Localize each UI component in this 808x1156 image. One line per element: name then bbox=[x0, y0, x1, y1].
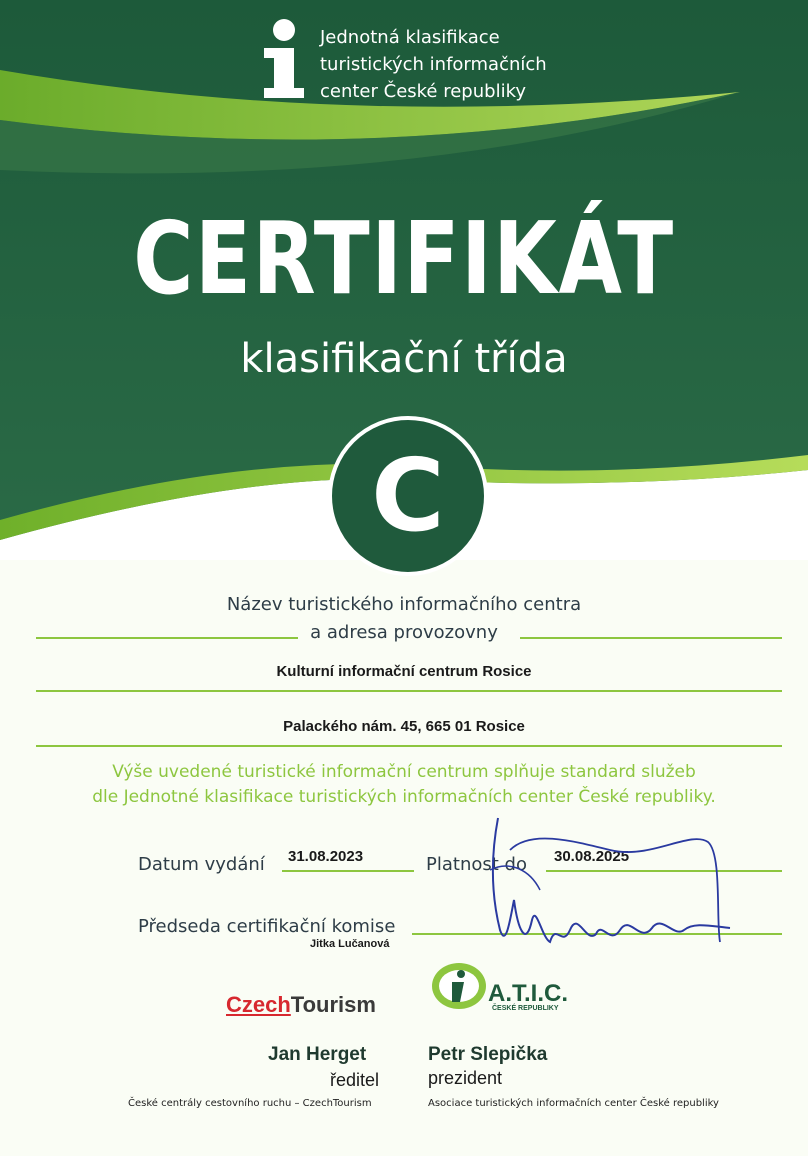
certificate-title: CERTIFIKÁT bbox=[133, 200, 675, 317]
info-icon bbox=[258, 18, 310, 100]
certificate-subtitle: klasifikační třída bbox=[240, 336, 568, 382]
class-badge: C bbox=[328, 416, 488, 576]
left-signatory-role: ředitel bbox=[330, 1070, 380, 1090]
header-line-3: center České republiky bbox=[320, 81, 527, 102]
atic-icon bbox=[430, 960, 488, 1012]
divider-right bbox=[520, 637, 782, 639]
divider-address bbox=[36, 745, 782, 747]
divider-name bbox=[36, 690, 782, 692]
left-signatory-name: Jan Herget bbox=[268, 1044, 367, 1065]
header-text bbox=[320, 24, 547, 105]
center-label-line-2: a adresa provozovny bbox=[310, 622, 498, 643]
atic-logo-subtext: ČESKÉ REPUBLIKY bbox=[492, 1005, 559, 1012]
standard-line-2: dle Jednotné klasifikace turistických informačních center České republiky. bbox=[92, 787, 716, 807]
committee-signature bbox=[470, 810, 750, 960]
issue-date-line bbox=[282, 870, 414, 872]
right-signatory-role: prezident bbox=[428, 1068, 503, 1088]
center-address: Palackého nám. 45, 665 01 Rosice bbox=[283, 718, 525, 735]
committee-label: Předseda certifikační komise bbox=[138, 916, 396, 937]
header-line-1: Jednotná klasifikace bbox=[320, 27, 500, 48]
czechtourism-logo bbox=[226, 992, 376, 1018]
right-signatory-org: Asociace turistických informačních center České republiky bbox=[428, 1098, 719, 1109]
header-line-2: turistických informačních bbox=[320, 54, 547, 75]
center-label-line-1: Název turistického informačního centra bbox=[226, 594, 582, 615]
issue-date-label: Datum vydání bbox=[138, 854, 265, 875]
committee-name: Jitka Lučanová bbox=[310, 938, 390, 950]
czechtourism-logo-part1: Czech bbox=[226, 992, 291, 1017]
issue-date-value: 31.08.2023 bbox=[288, 848, 364, 865]
standard-line-1: Výše uvedené turistické informační centrum splňuje standard služeb bbox=[112, 762, 696, 782]
validity-value: 30.08.2025 bbox=[554, 848, 630, 865]
atic-logo-text: A.T.I.C. bbox=[488, 980, 569, 1007]
standard-statement bbox=[0, 760, 808, 810]
czechtourism-logo-part2: Tourism bbox=[290, 992, 376, 1017]
center-name: Kulturní informační centrum Rosice bbox=[276, 663, 532, 680]
validity-label: Platnost do bbox=[426, 854, 527, 875]
right-signatory-name: Petr Slepička bbox=[428, 1044, 548, 1065]
left-signatory-org: České centrály cestovního ruchu – CzechTourism bbox=[128, 1098, 372, 1109]
